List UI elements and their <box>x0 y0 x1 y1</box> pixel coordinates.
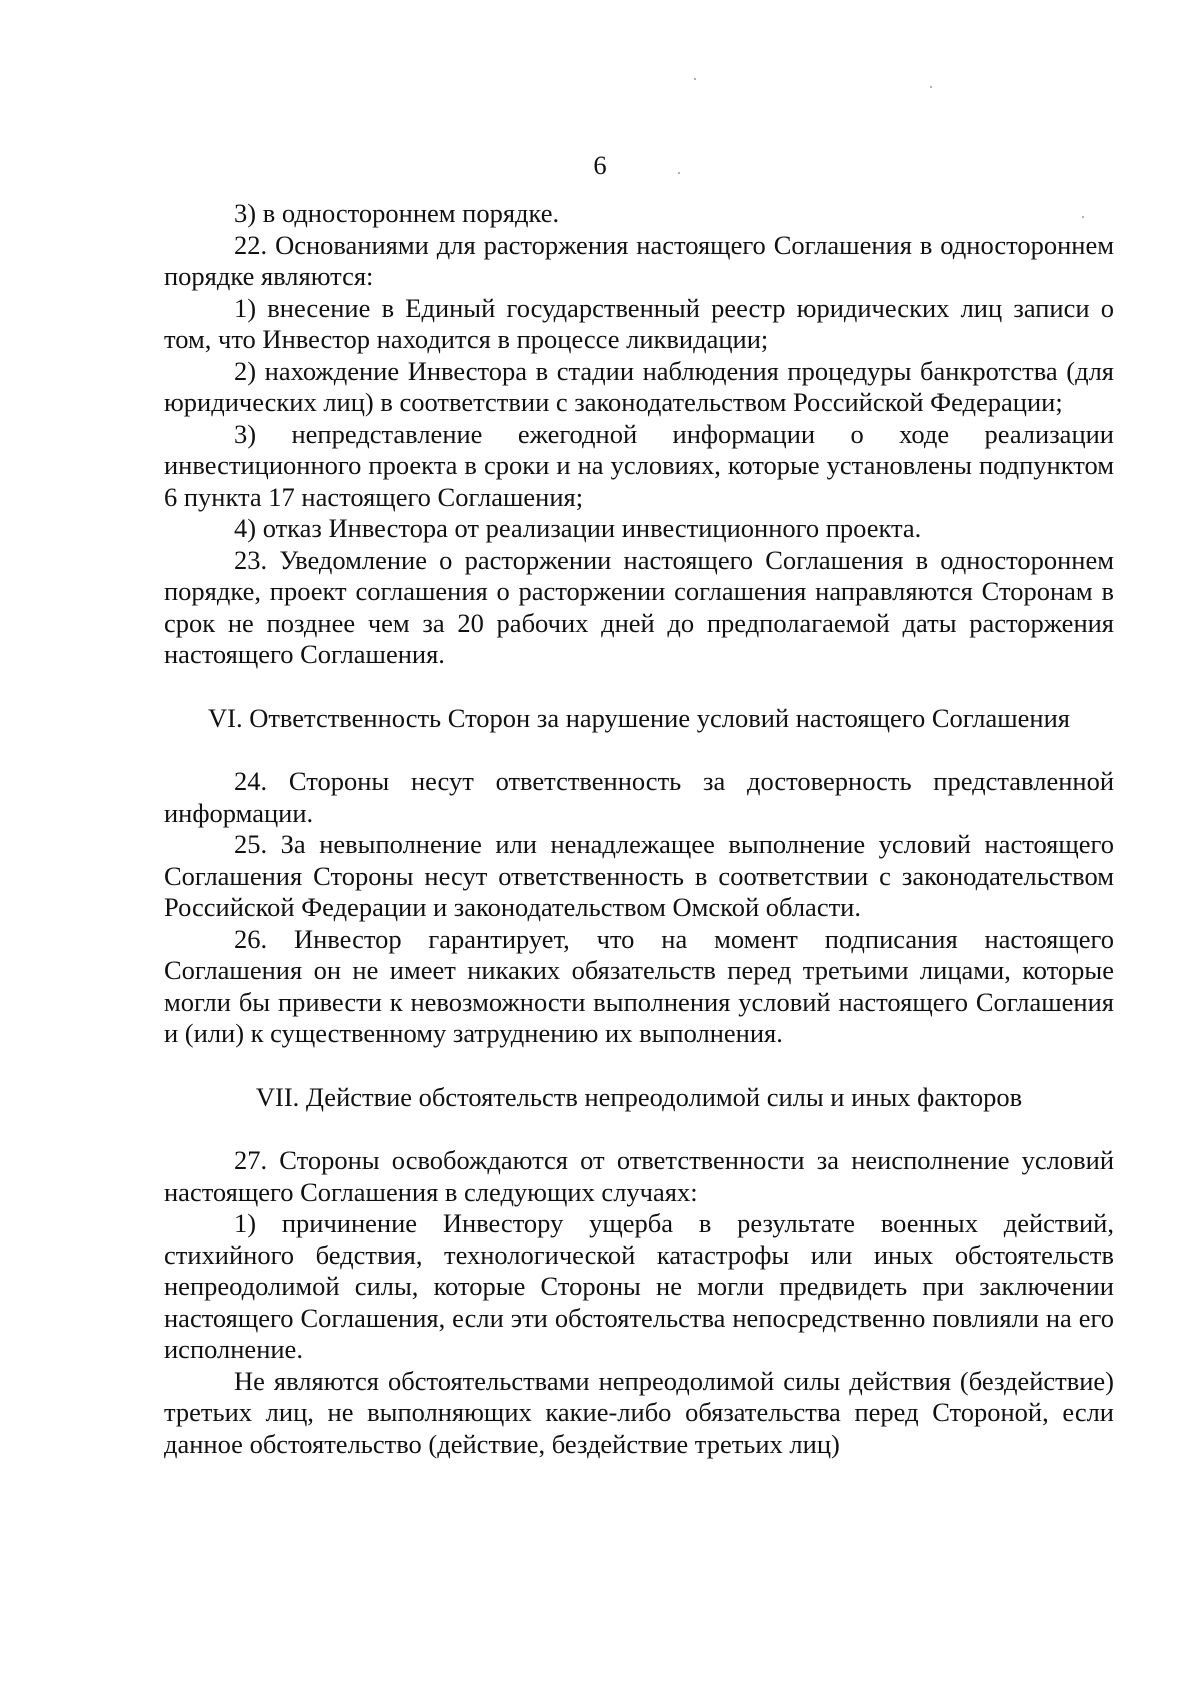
paragraph: 24. Стороны несут ответственность за достоверность представленной информации. <box>164 766 1114 828</box>
paragraph: 27. Стороны освобождаются от ответственности за неисполнение условий настоящего Соглашения в следующих случаях: <box>164 1145 1114 1207</box>
list-item: 2) нахождение Инвестора в стадии наблюдения процедуры банкротства (для юридических лиц) в соответствии с законодательством Российской Федерации; <box>164 355 1114 417</box>
paragraph: 3) в одностороннем порядке. <box>234 198 560 228</box>
page-number: 6 <box>593 150 607 180</box>
section-heading: VI. Ответственность Сторон за нарушение условий настоящего Соглашения <box>208 702 1070 733</box>
paragraph: 25. За невыполнение или ненадлежащее выполнение условий настоящего Соглашения Стороны несут ответственность в соответствии с законодательством Российской Федерации и законодательством Омской области. <box>164 829 1114 922</box>
scan-speck <box>694 78 696 80</box>
scan-speck <box>930 86 932 88</box>
list-item: 3) непредставление ежегодной информации о ходе реализации инвестиционного проекта в сроки и на условиях, которые установлены подпунктом 6 пункта 17 настоящего Соглашения; <box>164 418 1114 512</box>
paragraph: 23. Уведомление о расторжении настоящего Соглашения в одностороннем порядке, проект соглашения о расторжении соглашения направляются Сторонам в срок не позднее чем за 20 рабочих дней до предполагаемой даты расторжения настоящего Соглашения. <box>164 544 1114 669</box>
list-item: 4) отказ Инвестора от реализации инвестиционного проекта. <box>234 513 922 543</box>
list-item: 1) причинение Инвестору ущерба в результате военных действий, стихийного бедствия, технологической катастрофы или иных обстоятельств непреодолимой силы, которые Стороны не могли предвидеть при заключении настоящего Соглашения, если эти обстоятельства непосредственно повлияли на его исполнение. <box>164 1208 1114 1364</box>
document-body <box>164 198 1114 1460</box>
list-item: 1) внесение в Единый государственный реестр юридических лиц записи о том, что Инвестор находится в процессе ликвидации; <box>164 292 1114 354</box>
section-heading: VII. Действие обстоятельств непреодолимой силы и иных факторов <box>255 1081 1023 1112</box>
paragraph: 26. Инвестор гарантирует, что на момент подписания настоящего Соглашения он не имеет никаких обязательств перед третьими лицами, которые могли бы привести к невозможности выполнения условий настоящего Соглашения и (или) к существенному затруднению их выполнения. <box>164 923 1114 1048</box>
paragraph: Не являются обстоятельствами непреодолимой силы действия (бездействие) третьих лиц, не выполняющих какие-либо обязательства перед Стороной, если данное обстоятельство (действие, бездействие третьих лиц) <box>164 1365 1114 1459</box>
paragraph: 22. Основаниями для расторжения настоящего Соглашения в одностороннем порядке являются: <box>164 229 1114 291</box>
